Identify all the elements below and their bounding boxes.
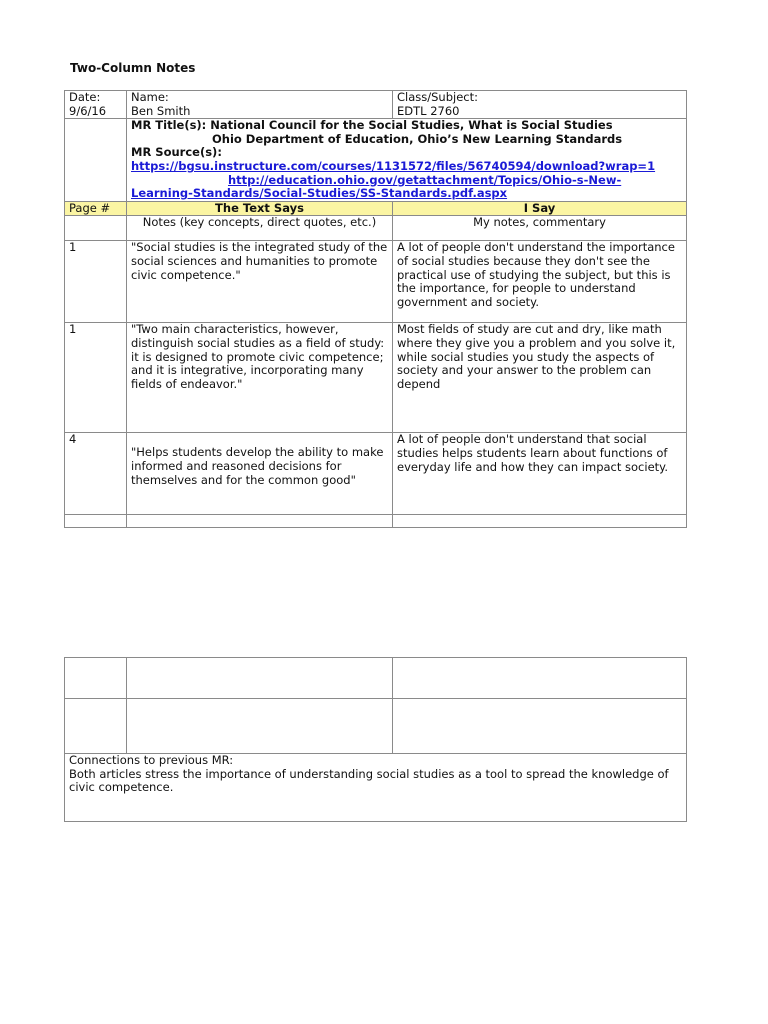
date-cell	[65, 91, 127, 119]
text-says-subheader: Notes (key concepts, direct quotes, etc.)	[127, 216, 393, 241]
mr-title-line1: MR Title(s): National Council for the Social Studies, What is Social Studies	[131, 118, 613, 133]
connections-label: Connections to previous MR:	[69, 753, 234, 767]
text-says-note	[127, 433, 393, 515]
document-title: Two-Column Notes	[70, 61, 196, 75]
i-say-text: A lot of people don't understand that social studies helps students learn about functions of everyday life and how they can impact society.	[397, 432, 668, 474]
date-value: 9/6/16	[69, 103, 107, 118]
class-value: EDTL 2760	[397, 103, 460, 118]
table-row	[65, 433, 687, 515]
table-row	[65, 241, 687, 323]
page-number: 1	[65, 241, 127, 323]
mr-source-link-1[interactable]: https://bgsu.instructure.com/courses/1131572/files/56740594/download?wrap=1	[131, 158, 656, 173]
class-cell	[393, 91, 687, 119]
class-label: Class/Subject:	[397, 90, 478, 104]
empty-cell	[127, 515, 393, 528]
empty-cell	[127, 658, 393, 699]
empty-cell	[65, 515, 127, 528]
empty-row	[65, 699, 687, 754]
subheader-empty-cell	[65, 216, 127, 241]
name-value: Ben Smith	[131, 103, 191, 118]
i-say-header: I Say	[393, 201, 687, 216]
column-header-row	[65, 201, 687, 216]
text-says-note	[127, 323, 393, 433]
empty-cell	[127, 699, 393, 754]
mr-source-link-2b[interactable]: Learning-Standards/Social-Studies/SS-Standards.pdf.aspx	[131, 186, 508, 201]
i-say-note	[393, 433, 687, 515]
connections-table	[64, 657, 687, 822]
page-number: 1	[65, 323, 127, 433]
mr-row	[65, 119, 687, 202]
two-column-notes-table	[64, 90, 687, 528]
name-cell	[127, 91, 393, 119]
name-label: Name:	[131, 90, 169, 104]
text-says-text: "Two main characteristics, however, distinguish social studies as a field of study: it is designed to promote civic competence; and it is integrative, incorporating many fields of endeavor."	[131, 322, 385, 391]
table-row	[65, 323, 687, 433]
date-label: Date:	[69, 90, 101, 104]
text-says-header: The Text Says	[127, 201, 393, 216]
mr-empty-cell	[65, 119, 127, 202]
connections-text: Both articles stress the importance of understanding social studies as a tool to spread the knowledge of civic competence.	[69, 766, 669, 795]
empty-row	[65, 515, 687, 528]
i-say-note	[393, 323, 687, 433]
i-say-subheader: My notes, commentary	[393, 216, 687, 241]
i-say-note	[393, 241, 687, 323]
empty-cell	[393, 699, 687, 754]
mr-source-label: MR Source(s):	[131, 145, 222, 160]
empty-row	[65, 658, 687, 699]
mr-cell	[127, 119, 687, 202]
column-subheader-row	[65, 216, 687, 241]
text-says-text: "Helps students develop the ability to make informed and reasoned decisions for themselves and for the common good"	[131, 445, 384, 487]
page-number: 4	[65, 433, 127, 515]
mr-title-line2: Ohio Department of Education, Ohio’s New Learning Standards	[212, 131, 623, 146]
mr-source-link-2a[interactable]: http://education.ohio.gov/getattachment/Topics/Ohio-s-New-	[228, 172, 622, 187]
i-say-text: A lot of people don't understand the importance of social studies because they don't see the practical use of studying the subject, but this is the importance, for people to understand government and society.	[397, 240, 675, 309]
page-header: Page #	[65, 201, 127, 216]
i-say-text: Most fields of study are cut and dry, like math where they give you a problem and you solve it, while social studies you study the aspects of society and your answer to the problem can depend	[397, 322, 676, 391]
header-row	[65, 91, 687, 119]
text-says-text: "Social studies is the integrated study of the social sciences and humanities to promote civic competence."	[131, 240, 388, 282]
empty-cell	[393, 515, 687, 528]
connections-row	[65, 754, 687, 822]
connections-cell	[65, 754, 687, 822]
empty-cell	[65, 658, 127, 699]
empty-cell	[65, 699, 127, 754]
empty-cell	[393, 658, 687, 699]
text-says-note	[127, 241, 393, 323]
